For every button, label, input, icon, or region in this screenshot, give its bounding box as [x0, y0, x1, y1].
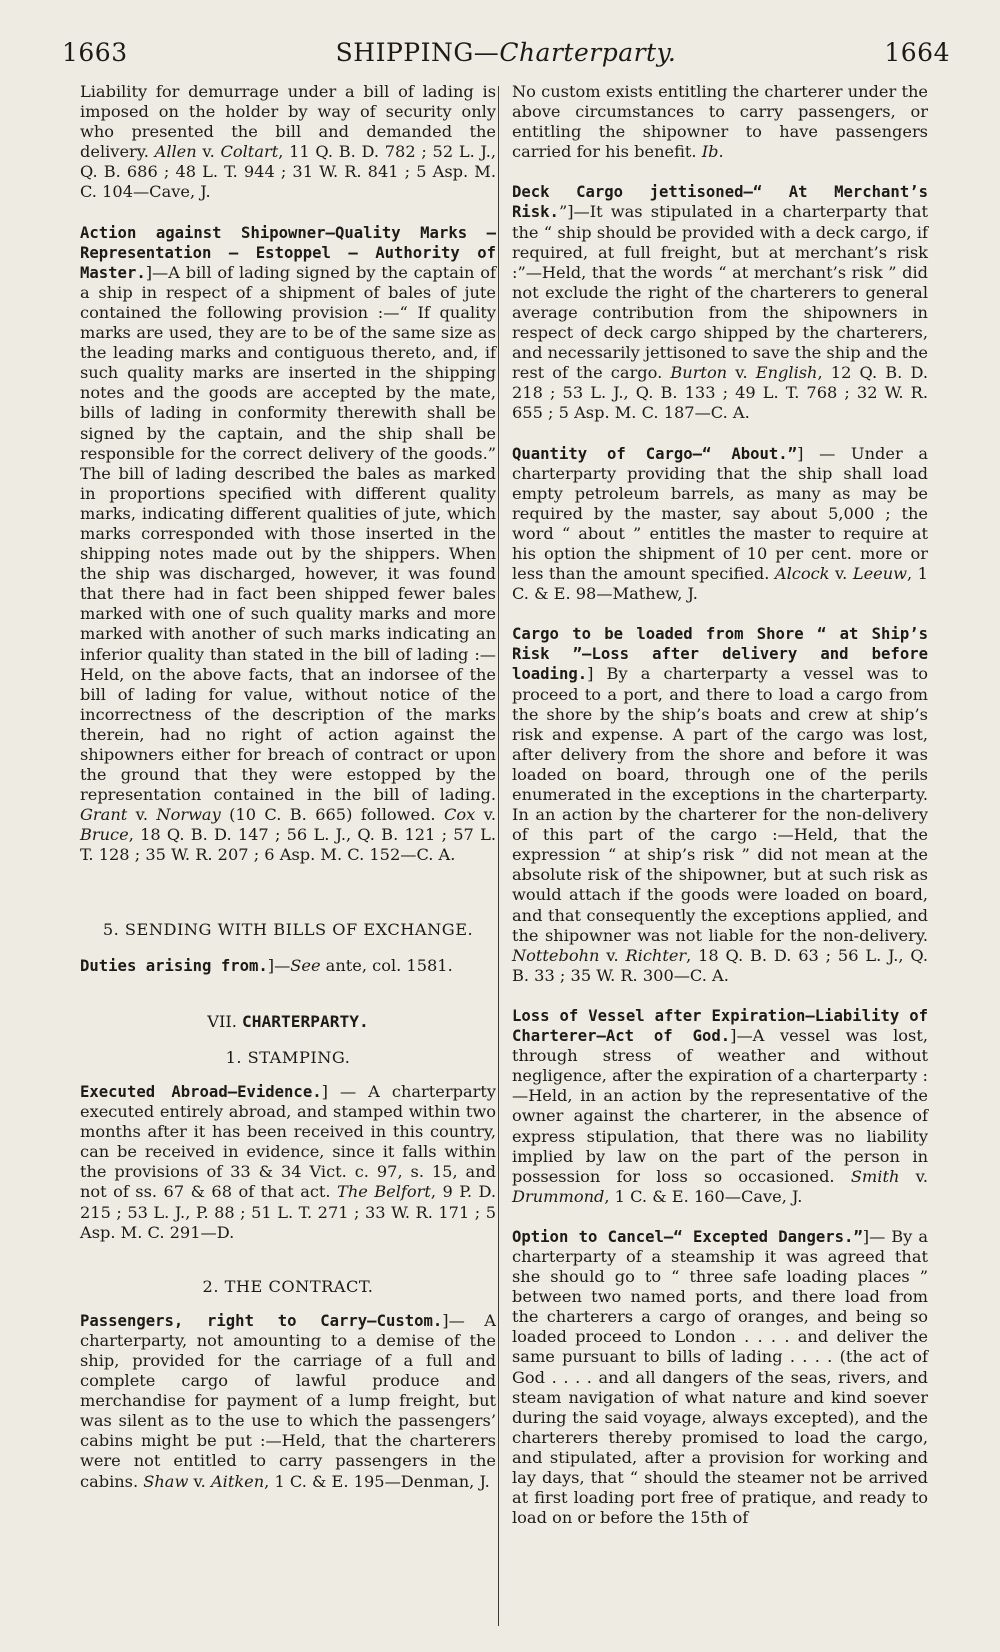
paragraph-heading: Executed Abroad—Evidence.: [80, 1082, 322, 1101]
paragraph-ships-risk: Cargo to be loaded from Shore “ at Ship’s Risk ”—Loss after delivery and before loading.] By a charterparty a vessel was to proceed to a port, and there to load a cargo from the shore by the ship’s boats and crew at ship’s risk and expense. A part of the cargo was lost, after delivery from the shore and before it was loaded on board, through one of the perils enumerated in the exceptions in the charterparty. In an action by the charterer for the non-delivery of this part of the cargo :—Held, that the expression “ at ship’s risk ” did not mean at the absolute risk of the shipowner, but at such risk as would attach if the goods were loaded on board, and that consequently the exceptions applied, and the shipowner was not liable for the non-delivery. Nottebohn v. Richter, 18 Q. B. D. 63 ; 56 L. J., Q. B. 33 ; 35 W. R. 300—C. A.: [512, 625, 928, 985]
case-name: Grant: [80, 805, 128, 825]
column-number-right: 1664: [884, 38, 950, 67]
case-name: Bruce: [80, 825, 129, 845]
paragraph-heading: Option to Cancel—“ Excepted Dangers.”: [512, 1227, 863, 1246]
paragraph-passengers: Passengers, right to Carry—Custom.]— A charterparty, not amounting to a demise of the ship, provided for the carriage of a full and complete cargo of lawful produce and merchandise for payment of a lump freight, but was silent as to the use to which the passengers’ cabins might be put :—Held, that the charterers were not entitled to carry passengers in the cabins. Shaw v. Aitken, 1 C. & E. 195—Denman, J.: [80, 1310, 496, 1491]
case-name: Leeuw: [852, 564, 908, 584]
paragraph-loss-of-vessel: Loss of Vessel after Expiration—Liability of Charterer—Act of God.]—A vessel was lost, through stress of weather and without negligence, after the expiration of a charterparty :—Held, in an action by the representative of the owner against the charterer, in the absence of express stipulation, that there was no liability implied by law on the part of the person in possession for loss so occasioned. Smith v. Drummond, 1 C. & E. 160—Cave, J.: [512, 1006, 928, 1206]
paragraph-heading: Loss of Vessel after Expiration—Liability of Charterer—Act of God.: [512, 1006, 928, 1046]
case-name: Aitken: [210, 1471, 265, 1491]
section-heading-5: 5. SENDING WITH BILLS OF EXCHANGE.: [102, 919, 474, 939]
case-name: English: [755, 363, 818, 383]
paragraph-heading: Passengers, right to Carry—Custom.: [80, 1311, 443, 1330]
case-name: Alcock: [774, 564, 830, 584]
paragraph-heading: Deck Cargo jettisoned—“ At Merchant’s Risk.: [512, 183, 928, 222]
paragraph-option-to-cancel: Option to Cancel—“ Excepted Dangers.”]— By a charterparty of a steamship it was agreed that she should go to “ three safe loading places ” between two named ports, and there load from the charterers a cargo of oranges, and being so loaded proceed to London . . . . and deliver the same pursuant to bills of lading . . . . (the act of God . . . . and all dangers of the seas, rivers, and steam navigation of what nature and kind soever during the said voyage, always excepted), and the charterers thereby promised to load the cargo, and stipulated, after a provision for working and lay days, that “ should the steamer not be arrived at first loading port free of pratique, and ready to load on or before the 15th of: [512, 1226, 928, 1528]
paragraph-demurrage: Liability for demurrage under a bill of lading is imposed on the holder by way of security only who presented the bill and demanded the delivery. Allen v. Coltart, 11 Q. B. D. 782 ; 52 L. J., Q. B. 686 ; 48 L. T. 944 ; 31 W. R. 841 ; 5 Asp. M. C. 104—Cave, J.: [80, 82, 496, 202]
subsection-heading-contract: 2. THE CONTRACT.: [202, 1276, 374, 1296]
paragraph-heading: Duties arising from.: [80, 956, 268, 975]
paragraph-quality-marks: Action against Shipowner—Quality Marks — Representation — Estoppel — Authority of Master.]—A bill of lading signed by the captain of a ship in respect of a shipment of bales of jute contained the following provision :—“ If quality marks are used, they are to be of the same size as the leading marks and contiguous thereto, and, if such quality marks are inserted in the shipping notes and the goods are accepted by the mate, bills of lading in conformity therewith shall be signed by the captain, and the ship shall be responsible for the correct delivery of the goods.” The bill of lading described the bales as marked in proportions specified with different quality marks, indicating different qualities of jute, which marks corresponded with those inserted in the shipping notes made out by the shippers. When the ship was discharged, however, it was found that there had in fact been shipped fewer bales marked with one of such quality marks and more marked with another of such marks indicating an inferior quality than stated in the bill of lading :—Held, on the above facts, that an indorsee of the bill of lading for value, without notice of the incorrectness of the description of the marks therein, had no right of action against the shipowners either for breach of contract or upon the ground that they were estopped by the representation contained in the bill of lading. Grant v. Norway (10 C. B. 665) followed. Cox v. Bruce, 18 Q. B. D. 147 ; 56 L. J., Q. B. 121 ; 57 L. T. 128 ; 35 W. R. 207 ; 6 Asp. M. C. 152—C. A.: [80, 223, 496, 865]
running-title: [62, 38, 950, 67]
right-column: [512, 82, 928, 1528]
paragraph-heading: Quantity of Cargo—“ About.”: [512, 444, 798, 463]
paragraph-duties: Duties arising from.]—See ante, col. 1581.: [80, 955, 453, 975]
paragraph-quantity: Quantity of Cargo—“ About.”] — Under a charterparty providing that the ship shall load empty petroleum barrels, as many as may be required by the master, say about 5,000 ; the word “ about ” entitles the master to require at his option the shipment of 10 per cent. more or less than the amount specified. Alcock v. Leeuw, 1 C. & E. 98—Mathew, J.: [512, 443, 929, 604]
chapter-number: VII.: [207, 1011, 237, 1031]
paragraph-no-custom: No custom exists entitling the charterer under the above circumstances to carry passengers, or entitling the shipowner to have passengers carried for his benefit. Ib.: [512, 82, 928, 162]
column-number-left: 1663: [62, 38, 128, 67]
case-name: Burton: [670, 363, 728, 383]
case-name: Smith: [850, 1166, 900, 1186]
left-column: [80, 82, 496, 1492]
running-title-main: SHIPPING—: [335, 38, 500, 67]
case-name: Cox: [443, 805, 476, 825]
case-name: Allen: [154, 142, 197, 162]
case-name: Shaw: [143, 1471, 189, 1491]
subsection-heading-stamping: 1. STAMPING.: [225, 1047, 351, 1067]
running-title-italic: Charterparty.: [499, 38, 677, 67]
column-divider: [498, 86, 499, 1626]
chapter-heading: [80, 1012, 496, 1032]
case-name: Coltart: [220, 142, 279, 162]
paragraph-heading: Cargo to be loaded from Shore “ at Ship’s Risk ”—Loss after delivery and before loading.: [512, 625, 928, 684]
paragraph-deck-cargo: Deck Cargo jettisoned—“ At Merchant’s Risk.”]—It was stipulated in a charterparty that the “ ship should be provided with a deck cargo, if required, at full freight, but at merchant’s risk :”—Held, that the words “ at merchant’s risk ” did not exclude the right of the charterers to general average contribution from the shipowners in respect of deck cargo shipped by the charterers, and necessarily jettisoned to save the ship and the rest of the cargo. Burton v. English, 12 Q. B. D. 218 ; 53 L. J., Q. B. 133 ; 49 L. T. 768 ; 32 W. R. 655 ; 5 Asp. M. C. 187—C. A.: [512, 183, 928, 423]
case-name: The Belfort: [337, 1182, 431, 1202]
page-header: [62, 38, 950, 78]
case-name: Norway: [156, 805, 221, 825]
paragraph-heading: Action against Shipowner—Quality Marks — Representation — Estoppel — Authority of Master.: [80, 223, 496, 282]
case-name: Drummond: [512, 1186, 605, 1206]
paragraph-executed-abroad: Executed Abroad—Evidence.] — A charterparty executed entirely abroad, and stamped within two months after it has been received in this country, can be received in evidence, since it falls within the provisions of 33 & 34 Vict. c. 97, s. 15, and not of ss. 67 & 68 of that act. The Belfort, 9 P. D. 215 ; 53 L. J., P. 88 ; 51 L. T. 271 ; 33 W. R. 171 ; 5 Asp. M. C. 291—D.: [80, 1081, 496, 1242]
chapter-title: CHARTERPARTY.: [242, 1011, 369, 1031]
case-name: Richter: [625, 945, 687, 965]
case-name: Nottebohn: [512, 945, 600, 965]
